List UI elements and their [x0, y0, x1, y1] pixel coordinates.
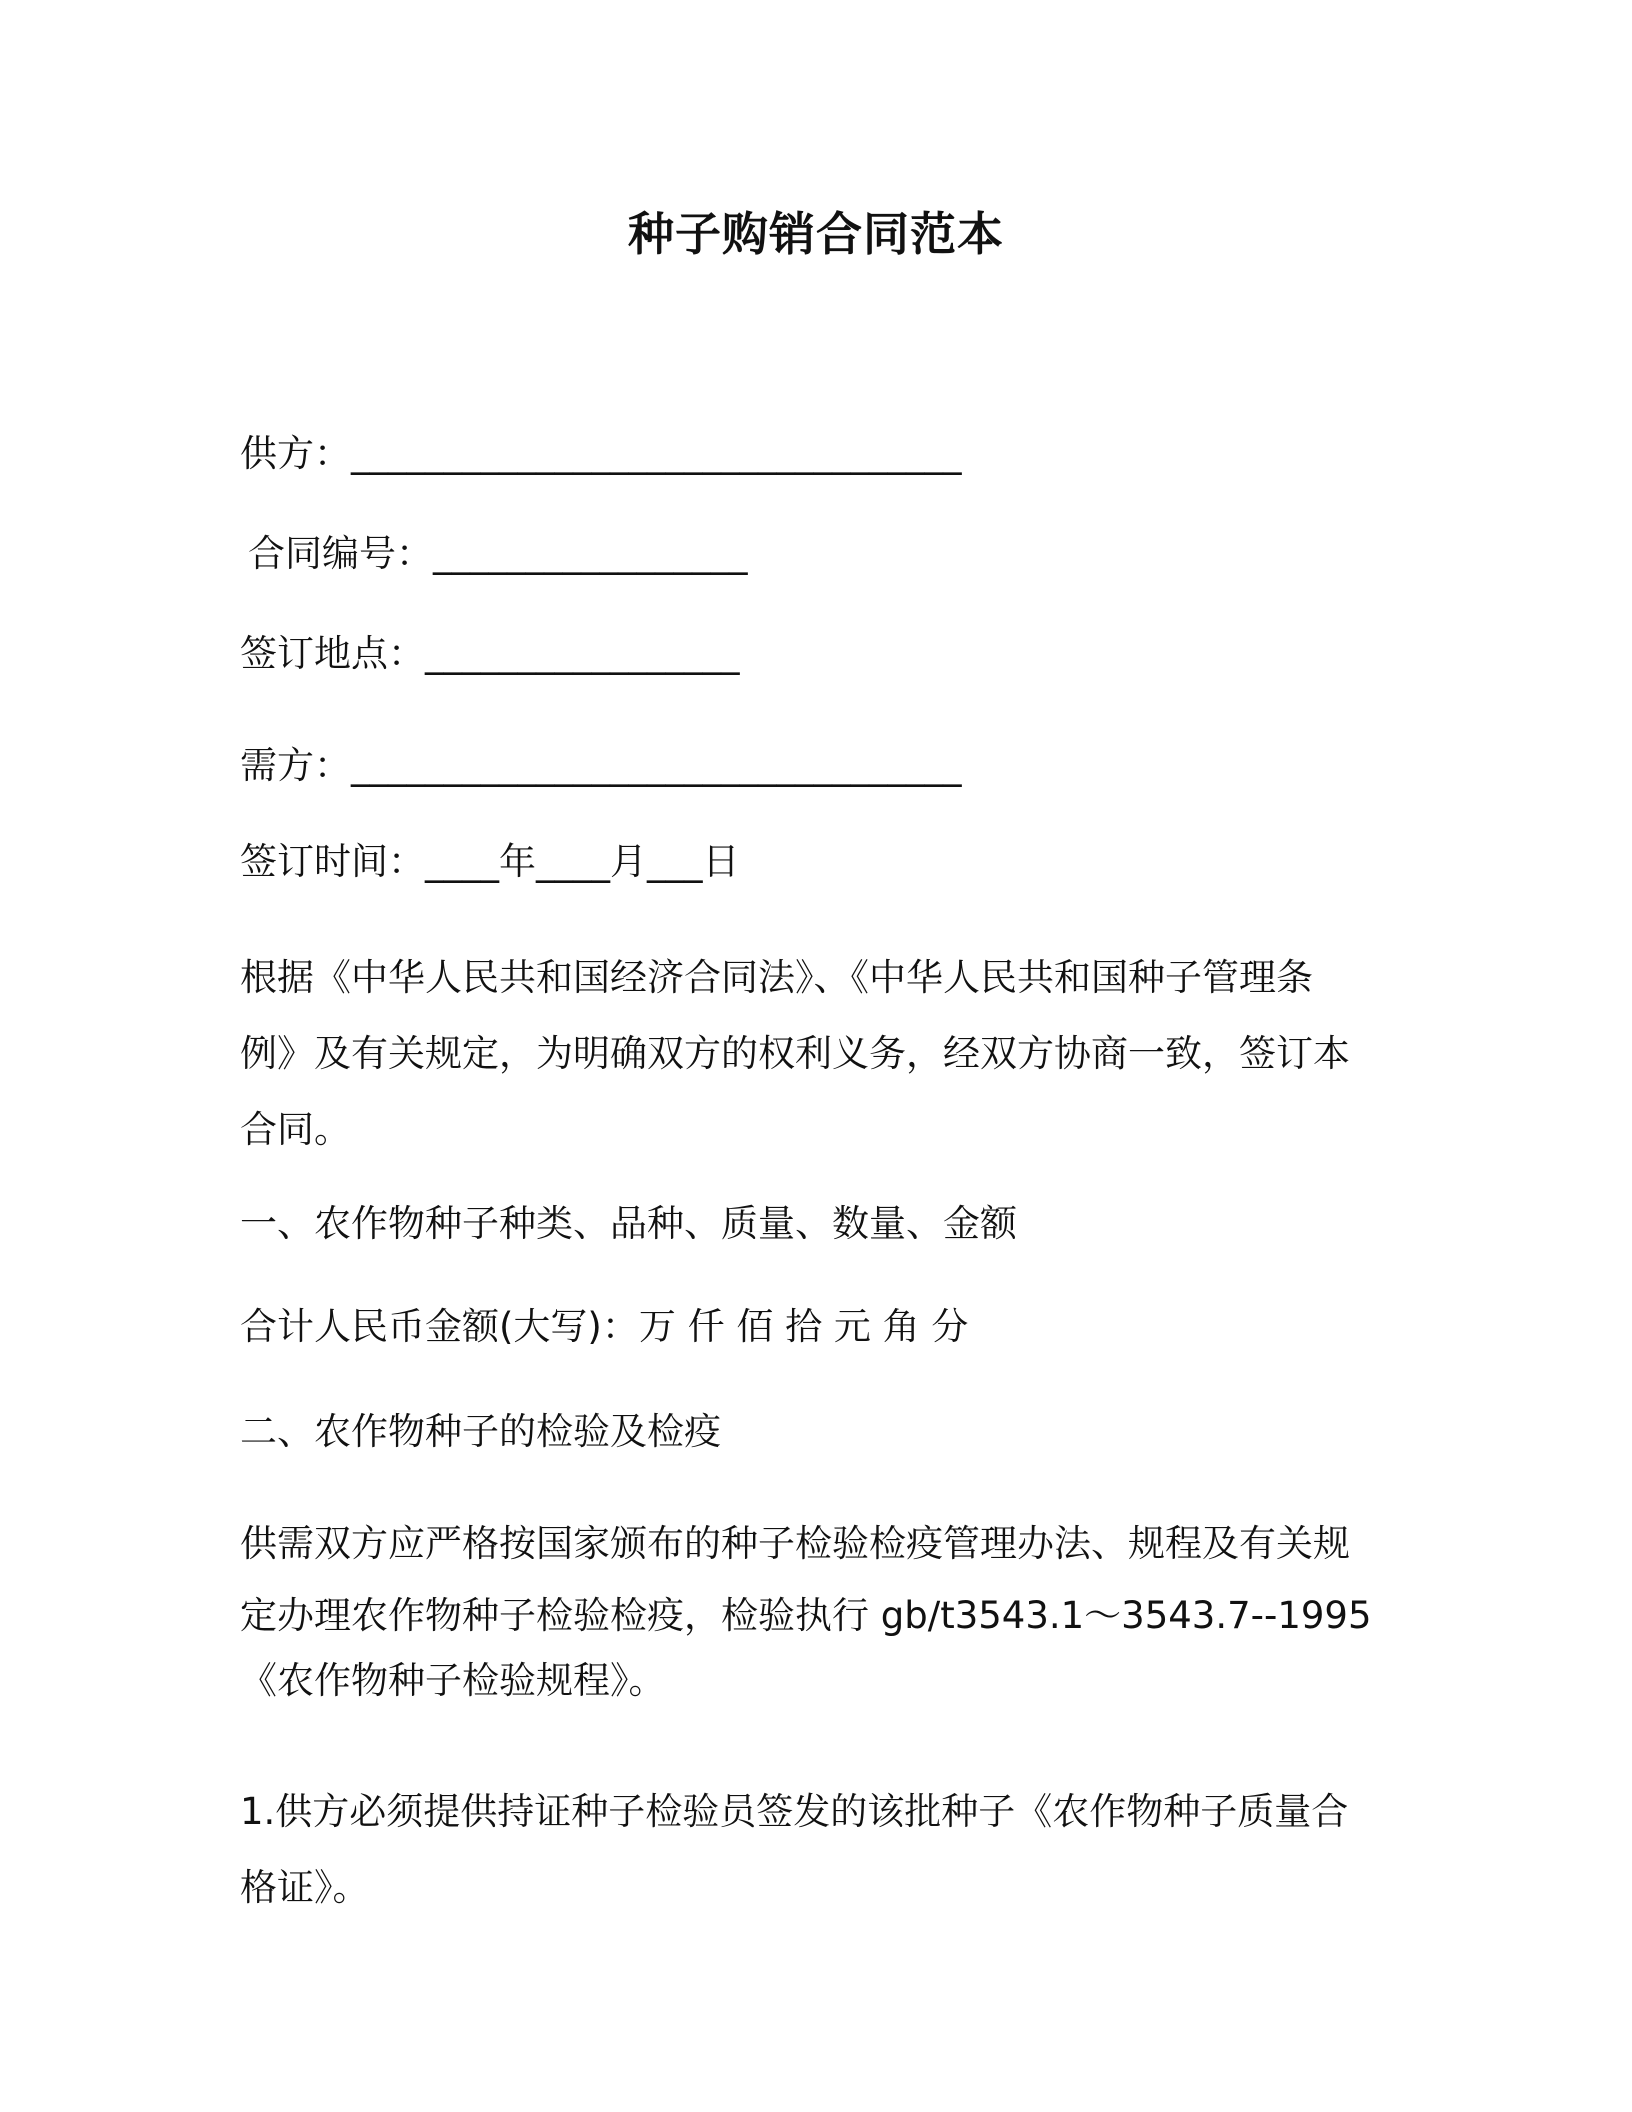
section-two-heading: 二、农作物种子的检验及检疫 [240, 1410, 721, 1453]
intro-line: 合同。 [240, 1108, 351, 1151]
intro-line: 根据《中华人民共和国经济合同法》、《中华人民共和国种子管理条 [240, 956, 1313, 999]
inspection-line: 定办理农作物种子检验检疫，检验执行 gb/t3543.1～3543.7--1995 [240, 1594, 1372, 1637]
inspection-line: 供需双方应严格按国家颁布的种子检验检疫管理办法、规程及有关规 [240, 1522, 1350, 1565]
item-one-line: 格证》。 [240, 1866, 370, 1909]
buyer-field: 需方：_________________________________ [240, 744, 962, 787]
inspection-line: 《农作物种子检验规程》。 [240, 1659, 666, 1702]
section-one-heading: 一、农作物种子种类、品种、质量、数量、金额 [240, 1202, 1017, 1245]
contract-number-field: 合同编号：_________________ [248, 532, 748, 575]
item-one-paragraph [240, 1774, 1370, 1926]
total-amount-line: 合计人民币金额(大写)：万 仟 佰 拾 元 角 分 [240, 1305, 969, 1348]
sign-time-field: 签订时间：____年____月___日 [240, 840, 740, 883]
item-one-line: 1.供方必须提供持证种子检验员签发的该批种子《农作物种子质量合 [240, 1790, 1349, 1833]
sign-place-field: 签订地点：_________________ [240, 632, 740, 675]
inspection-paragraph [240, 1508, 1370, 1710]
document-title: 种子购销合同范本 [628, 207, 1004, 261]
supplier-field: 供方：_________________________________ [240, 432, 962, 475]
intro-line: 例》及有关规定，为明确双方的权利义务，经双方协商一致，签订本 [240, 1032, 1350, 1075]
intro-paragraph [240, 940, 1370, 1168]
